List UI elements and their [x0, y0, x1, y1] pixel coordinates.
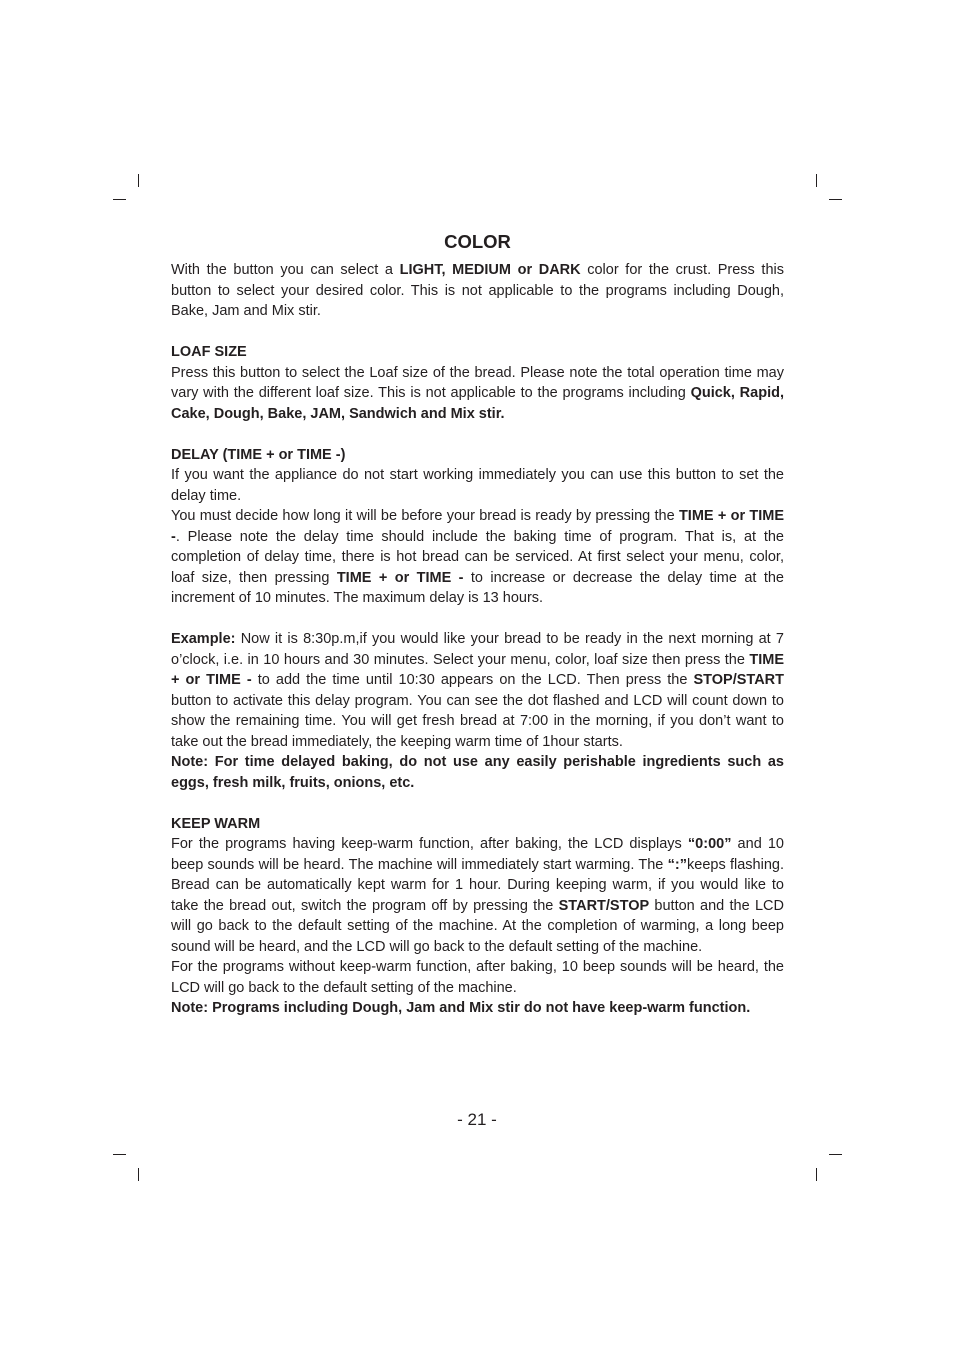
crop-mark-bottom-right-horizontal	[829, 1154, 842, 1155]
example-text-2: to add the time until 10:30 appears on the LCD. Then press the	[251, 672, 694, 688]
example-label: Example:	[171, 631, 236, 647]
crop-mark-top-left-horizontal	[113, 199, 126, 200]
keep-warm-bold-3: START/STOP	[558, 897, 650, 914]
loaf-size-paragraph	[171, 363, 784, 425]
page-title: COLOR	[444, 231, 511, 252]
delay-paragraph-1: If you want the appliance do not start working immediately you can use this button to set the delay time.	[171, 467, 784, 504]
delay-heading: DELAY (TIME + or TIME -)	[171, 446, 346, 463]
example-text-3: button to activate this delay program. You can see the dot flashed and LCD will count down to show the remaining time. You will get fresh bread at 7:00 in the morning, if you don’t want to take out the bread immediately, the keeping warm time of 1hour starts.	[171, 692, 784, 750]
crop-mark-top-right-vertical	[816, 174, 817, 187]
crop-mark-top-left-vertical	[138, 174, 139, 187]
keep-warm-text-1: For the programs having keep-warm function, after baking, the LCD displays	[171, 836, 688, 852]
example-bold-2: STOP/START	[693, 672, 784, 688]
keep-warm-heading: KEEP WARM	[171, 815, 261, 832]
example-paragraph	[171, 629, 784, 752]
page-content	[171, 230, 784, 1019]
keep-warm-paragraph-2: For the programs without keep-warm function, after baking, 10 beep sounds will be heard, the LCD will go back to the default setting of the machine.	[171, 959, 784, 996]
example-note: Note: For time delayed baking, do not use any easily perishable ingredients such as eggs, fresh milk, fruits, onions, etc.	[171, 754, 784, 791]
example-bold-1: TIME + or TIME -	[171, 651, 784, 688]
color-text-1: With the button you can select a	[171, 262, 400, 278]
delay-bold-1: TIME + or TIME -	[171, 508, 785, 545]
keep-warm-text-2: and 10 beep sounds will be heard. The machine will immediately start warming. The	[171, 836, 784, 873]
color-paragraph	[171, 260, 784, 322]
keep-warm-note: Note: Programs including Dough, Jam and Mix stir do not have keep-warm function.	[171, 1000, 751, 1016]
delay-paragraph-2	[171, 506, 784, 609]
crop-mark-bottom-right-vertical	[816, 1168, 817, 1181]
keep-warm-bold-2: “:”	[667, 856, 687, 873]
delay-text-2: . Please note the delay time should include the baking time of program. That is, at the completion of delay time, there is hot bread can be serviced. At first select your menu, color, loaf size, then pressing	[171, 528, 784, 586]
crop-mark-top-right-horizontal	[829, 199, 842, 200]
loaf-size-heading: LOAF SIZE	[171, 344, 247, 360]
loaf-size-text: Press this button to select the Loaf size of the bread. Please note the total operation time may vary with the different loaf size. This is not applicable to the programs including	[171, 364, 784, 401]
crop-mark-bottom-left-horizontal	[113, 1154, 126, 1155]
crop-mark-bottom-left-vertical	[138, 1168, 139, 1181]
delay-bold-2: TIME + or TIME -	[336, 569, 464, 586]
keep-warm-paragraph-1	[171, 834, 784, 957]
keep-warm-text-3: keeps flashing. Bread can be automatically kept warm for 1 hour. During keeping warm, if you would like to take the bread out, switch the program off by pressing the	[171, 856, 784, 914]
example-text-1: Now it is 8:30p.m,if you would like your bread to be ready in the next morning at 7 o’clock, i.e. in 10 hours and 30 minutes. Select your menu, color, loaf size then press the	[171, 631, 784, 668]
loaf-size-programs: Quick, Rapid, Cake, Dough, Bake, JAM, Sandwich and Mix stir.	[171, 385, 784, 422]
color-options: LIGHT, MEDIUM or DARK	[399, 262, 581, 278]
color-text-2: color for the crust. Press this button to select your desired color. This is not applicable to the programs including Dough, Bake, Jam and Mix stir.	[171, 262, 784, 319]
delay-text-1: You must decide how long it will be before your bread is ready by pressing the	[171, 508, 679, 524]
page-number: - 21 -	[457, 1110, 497, 1129]
keep-warm-bold-1: “0:00”	[687, 836, 732, 852]
delay-text-3: to increase or decrease the delay time at the increment of 10 minutes. The maximum delay is 13 hours.	[171, 569, 784, 606]
keep-warm-text-4: button and the LCD will go back to the default setting of the machine. At the completion of warming, a long beep sound will be heard, and the LCD will go back to the default setting of the machine.	[171, 897, 784, 955]
